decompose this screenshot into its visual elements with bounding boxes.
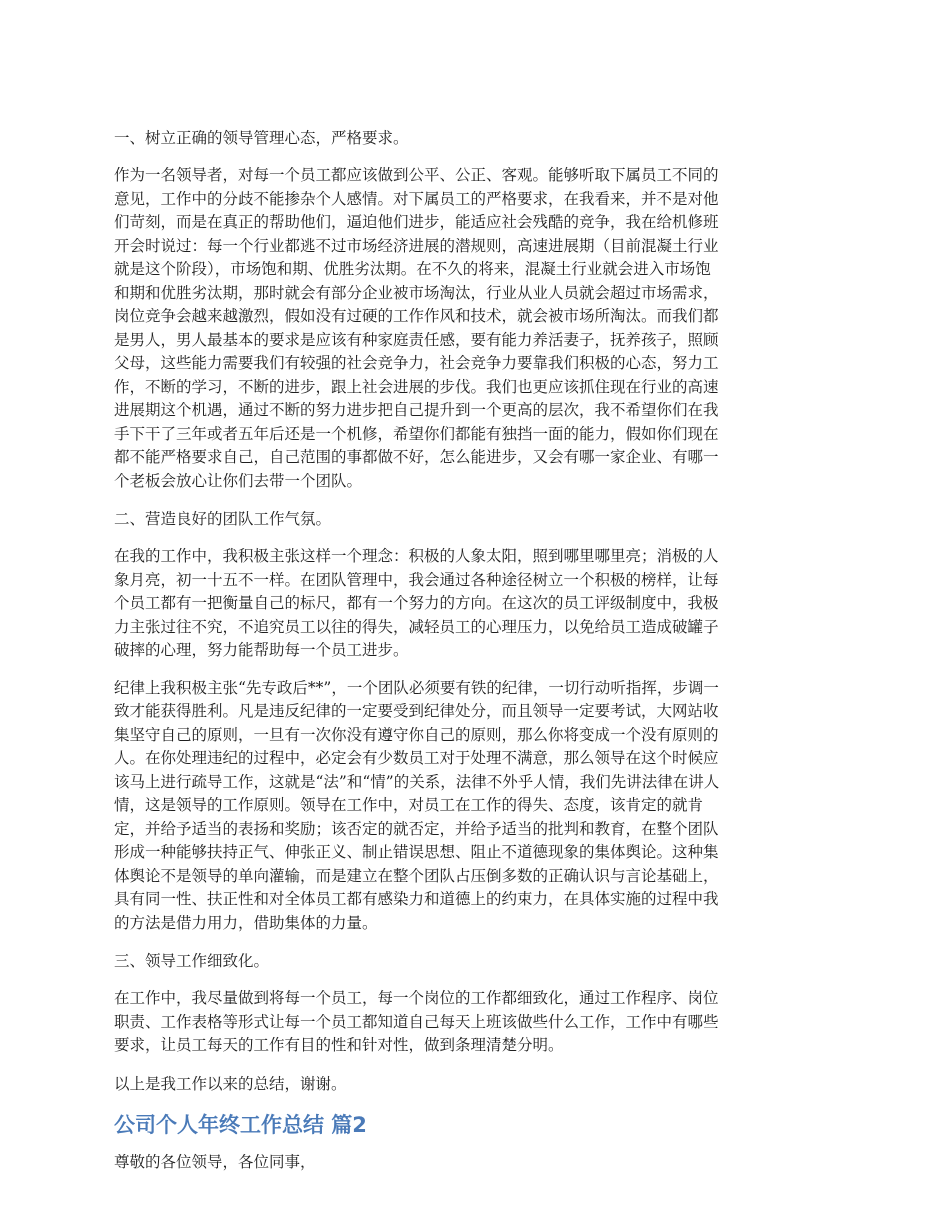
paragraph-2: [114, 545, 840, 663]
text-line: 要求，让员工每天的工作有目的性和针对性，做到条理清楚分明。: [114, 1036, 564, 1054]
text-line: 岗位竞争会越来越激烈，假如没有过硬的工作作风和技术，就会被市场所淘汰。而我们都: [114, 307, 719, 325]
section-title: 公司个人年终工作总结 篇2: [114, 1112, 367, 1137]
document-page: [114, 126, 840, 1188]
heading-2: 二、营造良好的团队工作气氛。: [114, 510, 332, 528]
heading-1: 一、树立正确的领导管理心态，严格要求。: [114, 129, 409, 147]
text-line: 进展期这个机遇，通过不断的努力进步把自己提升到一个更高的层次，我不希望你们在我: [114, 401, 719, 419]
text-line: 情，这是领导的工作原则。领导在工作中，对员工在工作的得失、态度，该肯定的就肯: [114, 796, 704, 814]
text-line: 意见，工作中的分歧不能掺杂个人感情。对下属员工的严格要求，在我看来，并不是对他: [114, 189, 719, 208]
paragraph-3: [114, 677, 840, 936]
text-line: 作，不断的学习，不断的进步，跟上社会进展的步伐。我们也更应该抓住现在行业的高速: [114, 377, 719, 396]
text-line: 在我的工作中，我积极主张这样一个理念：积极的人象太阳，照到哪里哪里亮；消极的人: [114, 547, 719, 565]
text-line: 人。在你处理违纪的过程中，必定会有少数员工对于处理不满意，那么领导在这个时候应: [114, 749, 719, 767]
text-line: 破摔的心理，努力能帮助每一个员工进步。: [114, 641, 409, 659]
paragraph-4: [114, 987, 840, 1058]
text-line: 手下干了三年或者五年后还是一个机修，希望你们都能有独挡一面的能力，假如你们现在: [114, 424, 719, 443]
closing-line: 以上是我工作以来的总结，谢谢。: [114, 1074, 347, 1093]
text-line: 是男人，男人最基本的要求是应该有种家庭责任感，要有能力养活妻子，抚养孩子，照顾: [114, 330, 719, 349]
text-line: 具有同一性、扶正性和对全体员工都有感染力和道德上的约束力，在具体实施的过程中我: [114, 890, 719, 908]
text-line: 就是这个阶段），市场饱和期、优胜劣汰期。在不久的将来，混凝土行业就会进入市场饱: [114, 260, 711, 278]
text-line: 个员工都有一把衡量自己的标尺，都有一个努力的方向。在这次的员工评级制度中，我极: [114, 594, 719, 612]
text-line: 的方法是借力用力，借助集体的力量。: [114, 913, 378, 932]
text-line: 纪律上我积极主张“先专政后**”，一个团队必须要有铁的纪律，一切行动听指挥，步调一: [114, 678, 719, 697]
text-line: 父母，这些能力需要我们有较强的社会竞争力，社会竞争力要靠我们积极的心态，努力工: [114, 354, 719, 372]
text-line: 职责、工作表格等形式让每一个员工都知道自己每天上班该做些什么工作，工作中有哪些: [114, 1012, 719, 1031]
text-line: 都不能严格要求自己，自己范围的事都做不好，怎么能进步，又会有哪一家企业、有哪一: [114, 448, 719, 466]
text-line: 力主张过往不究，不追究员工以往的得失，减轻员工的心理压力，以免给员工造成破罐子: [114, 617, 719, 636]
text-line: 形成一种能够扶持正气、伸张正义、制止错误思想、阻止不道德现象的集体舆论。这种集: [114, 843, 719, 861]
text-line: 定，并给予适当的表扬和奖励；该否定的就否定，并给予适当的批判和教育，在整个团队: [114, 819, 719, 838]
greeting: 尊敬的各位领导，各位同事，: [114, 1152, 316, 1171]
text-line: 集坚守自己的原则，一旦有一次你没有遵守你自己的原则，那么你将变成一个没有原则的: [114, 725, 719, 744]
text-line: 在工作中，我尽量做到将每一个员工，每一个岗位的工作都细致化，通过工作程序、岗位: [114, 989, 719, 1007]
text-line: 个老板会放心让你们去带一个团队。: [114, 471, 363, 490]
text-line: 开会时说过：每一个行业都逃不过市场经济进展的潜规则，高速进展期（目前混凝土行业: [114, 236, 719, 255]
text-line: 象月亮，初一十五不一样。在团队管理中，我会通过各种途径树立一个积极的榜样，让每: [114, 570, 719, 589]
text-line: 该马上进行疏导工作，这就是“法”和“情”的关系，法律不外乎人情，我们先讲法律在讲人: [114, 772, 720, 791]
paragraph-1: [114, 164, 840, 493]
text-line: 体舆论不是领导的单向灌输，而是建立在整个团队占压倒多数的正确认识与言论基础上，: [114, 866, 719, 885]
text-line: 致才能获得胜利。凡是违反纪律的一定要受到纪律处分，而且领导一定要考试，大网站收: [114, 702, 719, 720]
text-line: 和期和优胜劣汰期，那时就会有部分企业被市场淘汰，行业从业人员就会超过市场需求，: [114, 283, 719, 302]
text-line: 们苛刻，而是在真正的帮助他们，逼迫他们进步，能适应社会残酷的竞争，我在给机修班: [114, 213, 719, 231]
heading-3: 三、领导工作细致化。: [114, 952, 270, 970]
text-line: 作为一名领导者，对每一个员工都应该做到公平、公正、客观。能够听取下属员工不同的: [114, 166, 719, 184]
